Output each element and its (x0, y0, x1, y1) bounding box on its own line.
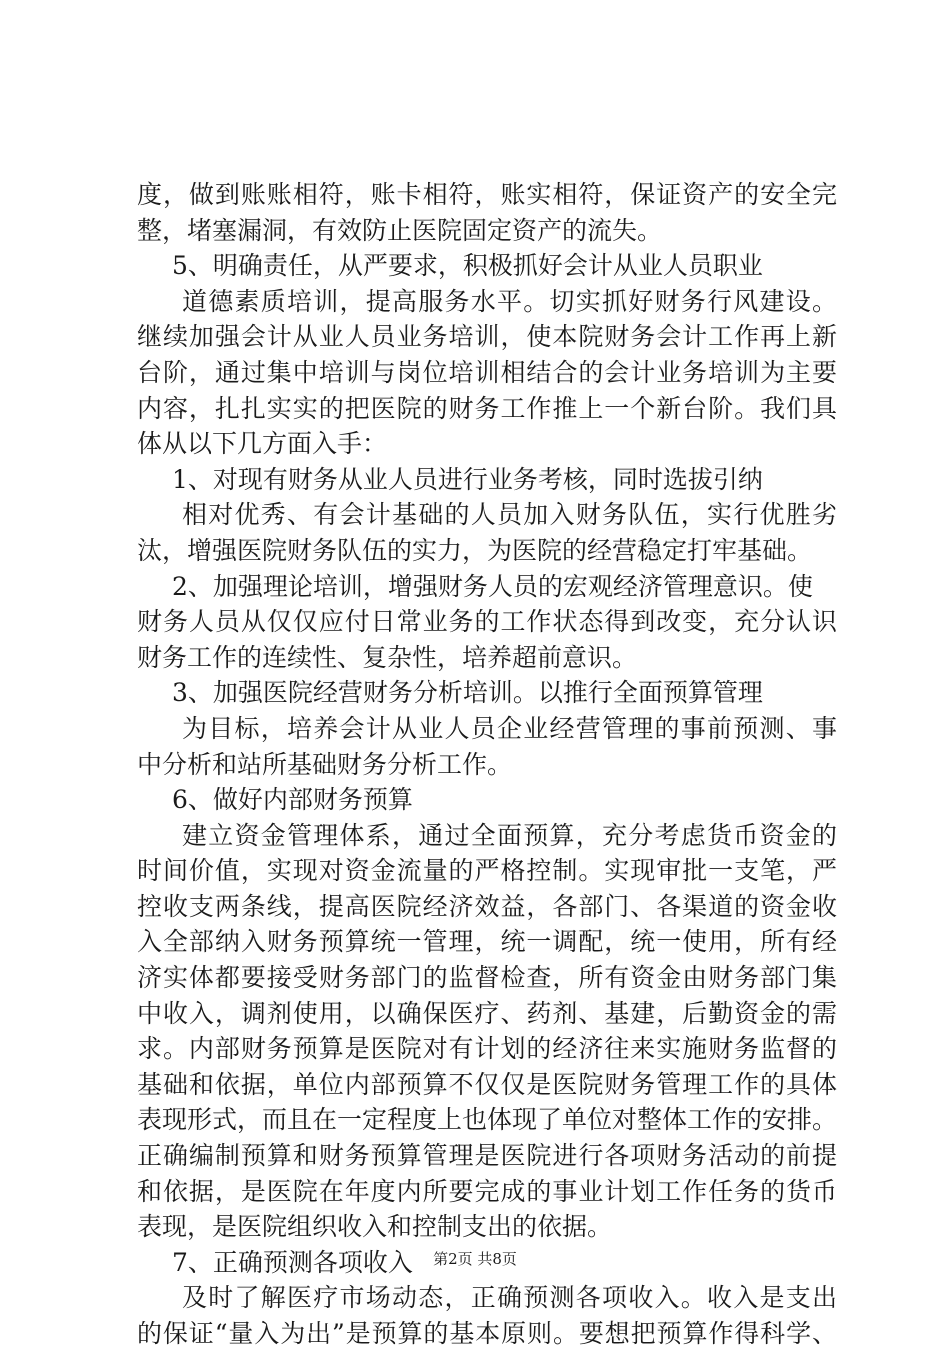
text-line: 及时了解医疗市场动态，正确预测各项收入。收入是支出 (182, 1283, 837, 1313)
text-line: 表现形式，而且在一定程度上也体现了单位对整体工作的安排。 (137, 1105, 838, 1135)
section-heading: 6、做好内部财务预算 (172, 785, 413, 815)
section-heading: 7、正确预测各项收入 (172, 1247, 413, 1277)
list-item-heading: 3、加强医院经营财务分析培训。以推行全面预算管理 (172, 678, 763, 708)
text-line: 财务工作的连续性、复杂性，培养超前意识。 (137, 642, 638, 672)
text-line: 基础和依据，单位内部预算不仅仅是医院财务管理工作的具体 (137, 1069, 837, 1099)
text-line: 体从以下几方面入手： (137, 429, 388, 459)
text-line: 中分析和站所基础财务分析工作。 (137, 749, 513, 779)
text-line: 中收入，调剂使用，以确保医疗、药剂、基建，后勤资金的需 (137, 998, 837, 1028)
text-line: 度，做到账账相符，账卡相符，账实相符，保证资产的安全完 (137, 180, 837, 209)
text-line: 整，堵塞漏洞，有效防止医院固定资产的流失。 (137, 215, 663, 245)
text-line: 继续加强会计从业人员业务培训，使本院财务会计工作再上新 (137, 322, 837, 352)
text-line: 控收支两条线，提高医院经济效益，各部门、各渠道的资金收 (137, 891, 837, 921)
text-line: 台阶，通过集中培训与岗位培训相结合的会计业务培训为主要 (137, 357, 837, 387)
page-number-footer: 第2页 共8页 (433, 1250, 517, 1268)
body-text (137, 177, 837, 1352)
text-line: 的保证“量入为出”是预算的基本原则。要想把预算作得科学、 (137, 1319, 837, 1348)
text-line: 求。内部财务预算是医院对有计划的经济往来实施财务监督的 (137, 1034, 837, 1064)
text-line: 内容，扎扎实实的把医院的财务工作推上一个新台阶。我们具 (137, 393, 837, 423)
text-line: 财务人员从仅仅应付日常业务的工作状态得到改变，充分认识 (137, 607, 837, 637)
text-line: 道德素质培训，提高服务水平。切实抓好财务行风建设。 (182, 286, 837, 316)
text-line: 汰，增强医院财务队伍的实力，为医院的经营稳定打牢基础。 (137, 535, 813, 565)
text-line: 相对优秀、有会计基础的人员加入财务队伍，实行优胜劣 (182, 500, 837, 530)
list-item-heading: 2、加强理论培训，增强财务人员的宏观经济管理意识。使 (172, 571, 813, 601)
text-line: 和依据，是医院在年度内所要完成的事业计划工作任务的货币 (137, 1176, 837, 1206)
text-line: 表现，是医院组织收入和控制支出的依据。 (137, 1212, 613, 1242)
text-line: 时间价值，实现对资金流量的严格控制。实现审批一支笔，严 (137, 856, 837, 886)
list-item-heading: 1、对现有财务从业人员进行业务考核，同时选拔引纳 (172, 464, 763, 494)
text-line: 入全部纳入财务预算统一管理，统一调配，统一使用，所有经 (137, 927, 837, 957)
text-line: 建立资金管理体系，通过全面预算，充分考虑货币资金的 (182, 820, 837, 850)
section-heading: 5、明确责任，从严要求，积极抓好会计从业人员职业 (172, 251, 763, 281)
text-line: 为目标，培养会计从业人员企业经营管理的事前预测、事 (182, 713, 837, 743)
text-line: 正确编制预算和财务预算管理是医院进行各项财务活动的前提 (137, 1141, 837, 1171)
text-line: 济实体都要接受财务部门的监督检查，所有资金由财务部门集 (137, 963, 837, 993)
